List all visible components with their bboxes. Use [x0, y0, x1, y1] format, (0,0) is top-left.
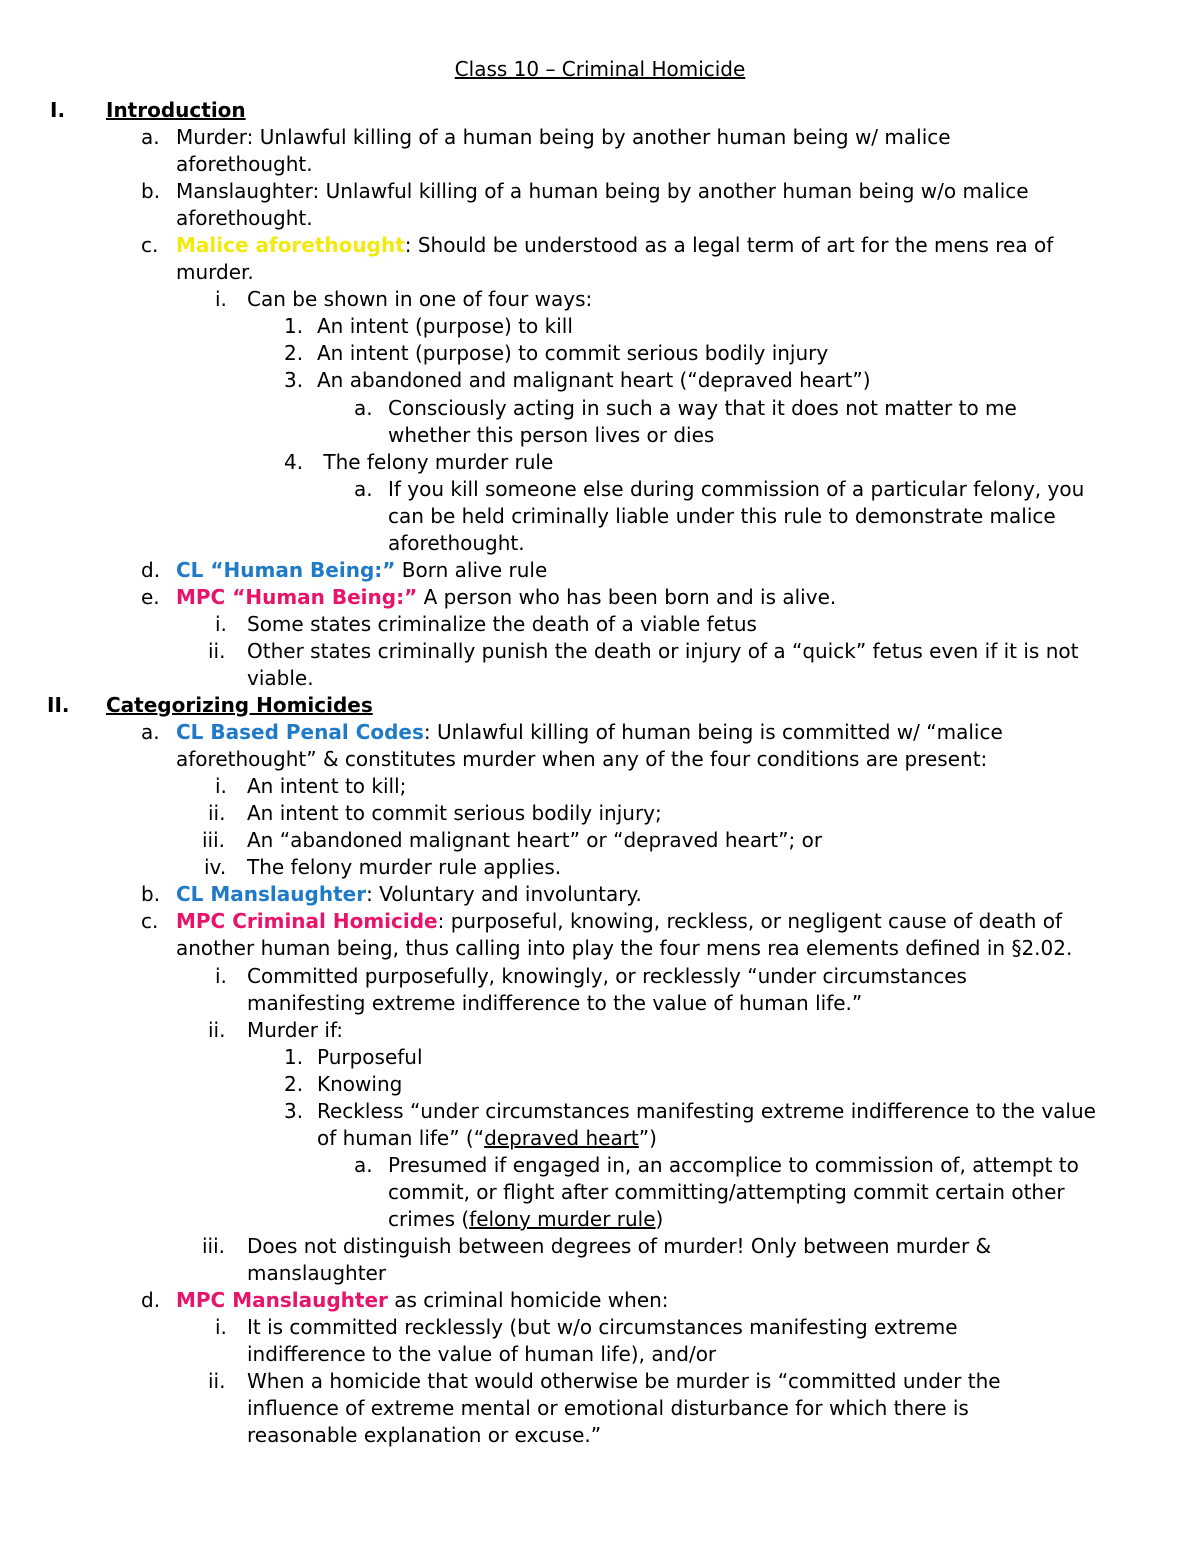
- underlined-phrase: felony murder rule: [469, 1206, 656, 1231]
- list-item: [0, 1098, 1200, 1152]
- item-text: An intent to commit serious bodily injury;: [247, 801, 662, 826]
- item-marker: d.: [141, 1288, 161, 1313]
- underlined-phrase: depraved heart: [484, 1125, 639, 1150]
- item-text: Knowing: [317, 1071, 403, 1096]
- list-item: [0, 367, 1200, 394]
- list-item: [0, 1071, 1200, 1098]
- list-item: [0, 1152, 1200, 1233]
- list-item: [0, 449, 1200, 476]
- section-marker: II.: [47, 693, 70, 718]
- item-text: Presumed if engaged in, an accomplice to commission of, attempt to commit, or flight after committing/attempting commit certain other crimes (: [388, 1152, 1079, 1231]
- list-item: [0, 638, 1200, 692]
- list-item: [0, 854, 1200, 881]
- section-marker: I.: [50, 98, 66, 122]
- item-text: : Should be understood as a legal term of art for the mens rea of murder.: [176, 233, 1054, 285]
- item-marker: i.: [215, 963, 227, 988]
- item-marker: iii.: [202, 1233, 226, 1258]
- item-text: Murder if:: [247, 1017, 344, 1042]
- item-marker: iii.: [202, 828, 226, 853]
- term-mpc-human-being: MPC “Human Being:”: [176, 584, 418, 609]
- item-text: Reckless “under circumstances manifesting extreme indifference to the value of human life” (“: [317, 1098, 1096, 1150]
- list-item: [0, 1044, 1200, 1071]
- list-item: [0, 557, 1200, 584]
- item-text: The felony murder rule applies.: [247, 855, 562, 880]
- list-item: [0, 1017, 1200, 1044]
- item-text: Other states criminally punish the death or injury of a “quick” fetus even if it is not viable.: [247, 638, 1079, 690]
- term-cl-human-being: CL “Human Being:”: [176, 557, 396, 582]
- list-item: [0, 963, 1200, 1017]
- item-text: Purposeful: [317, 1044, 423, 1069]
- list-item: [0, 1233, 1200, 1287]
- list-item: [0, 178, 1200, 232]
- document-body: [0, 97, 1200, 1449]
- item-text: Can be shown in one of four ways:: [247, 287, 593, 312]
- list-item: [0, 719, 1200, 773]
- item-marker: a.: [141, 720, 160, 745]
- item-text: When a homicide that would otherwise be murder is “committed under the influence of extreme mental or emotional disturbance for which there is reasonable explanation or excuse.”: [247, 1369, 1001, 1448]
- list-item: [0, 881, 1200, 908]
- item-marker: b.: [141, 882, 161, 907]
- item-marker: c.: [141, 909, 159, 934]
- item-text: Does not distinguish between degrees of murder! Only between murder & manslaughter: [247, 1233, 992, 1286]
- item-text: An abandoned and malignant heart (“depraved heart”): [317, 368, 871, 393]
- list-item: [0, 800, 1200, 827]
- item-text: An intent (purpose) to commit serious bodily injury: [317, 341, 829, 366]
- item-marker: d.: [141, 557, 161, 582]
- section-heading: [0, 97, 1200, 124]
- item-marker: ii.: [208, 638, 226, 663]
- item-marker: i.: [215, 774, 227, 799]
- item-marker: a.: [354, 395, 373, 420]
- item-text-tail: ”): [638, 1125, 657, 1150]
- list-item: [0, 611, 1200, 638]
- item-marker: e.: [141, 584, 160, 609]
- item-text: If you kill someone else during commission of a particular felony, you can be held criminally liable under this rule to demonstrate malice aforethought.: [388, 476, 1085, 555]
- item-text: : Unlawful killing of human being is committed w/ “malice aforethought” & constitutes murder when any of the four conditions are present:: [176, 720, 1003, 772]
- section-title: Introduction: [106, 98, 246, 122]
- term-malice-aforethought: Malice aforethought: [176, 233, 405, 258]
- list-item: [0, 1287, 1200, 1314]
- item-text-tail: ): [655, 1206, 664, 1231]
- list-item: [0, 313, 1200, 340]
- item-marker: iv.: [204, 855, 227, 880]
- item-text: The felony murder rule: [317, 449, 554, 474]
- item-marker: 4.: [284, 449, 304, 474]
- item-text: Murder: Unlawful killing of a human being by another human being w/ malice aforethought.: [176, 125, 951, 177]
- item-marker: b.: [141, 179, 161, 204]
- item-marker: a.: [141, 125, 160, 150]
- item-text: Some states criminalize the death of a viable fetus: [247, 611, 757, 636]
- list-item: [0, 827, 1200, 854]
- item-marker: 2.: [284, 1071, 304, 1096]
- list-item: [0, 395, 1200, 449]
- item-text: Born alive rule: [395, 557, 548, 582]
- list-item: [0, 1368, 1200, 1449]
- list-item: [0, 908, 1200, 962]
- item-marker: 3.: [284, 368, 304, 393]
- list-item: [0, 340, 1200, 367]
- item-marker: 1.: [284, 1044, 304, 1069]
- item-text: Manslaughter: Unlawful killing of a human being by another human being w/o malice aforethought.: [176, 179, 1029, 231]
- item-marker: a.: [354, 1152, 373, 1177]
- term-mpc-criminal-homicide: MPC Criminal Homicide: [176, 909, 438, 934]
- item-marker: ii.: [208, 1017, 226, 1042]
- item-marker: i.: [215, 611, 227, 636]
- item-text: An intent to kill;: [247, 774, 407, 799]
- list-item: [0, 124, 1200, 178]
- item-text: An intent (purpose) to kill: [317, 314, 573, 339]
- document-title: Class 10 – Criminal Homicide: [454, 57, 746, 81]
- item-text: A person who has been born and is alive.: [417, 584, 837, 609]
- term-mpc-manslaughter: MPC Manslaughter: [176, 1288, 388, 1313]
- item-text: as criminal homicide when:: [387, 1288, 669, 1313]
- item-text: It is committed recklessly (but w/o circumstances manifesting extreme indifference to the value of human life), and/or: [247, 1315, 958, 1367]
- section-heading: [0, 692, 1200, 719]
- section-title: Categorizing Homicides: [106, 693, 373, 718]
- item-marker: c.: [141, 233, 159, 258]
- item-text: An “abandoned malignant heart” or “depraved heart”; or: [247, 828, 823, 853]
- list-item: [0, 1314, 1200, 1368]
- list-item: [0, 773, 1200, 800]
- term-cl-manslaughter: CL Manslaughter: [176, 882, 367, 907]
- item-text: : Voluntary and involuntary.: [366, 882, 642, 907]
- list-item: [0, 286, 1200, 313]
- list-item: [0, 476, 1200, 557]
- item-text: Consciously acting in such a way that it does not matter to me whether this person lives or dies: [388, 395, 1017, 447]
- item-text: : purposeful, knowing, reckless, or negligent cause of death of another human being, thus calling into play the four mens rea elements defined in §2.02.: [176, 909, 1073, 961]
- item-marker: 3.: [284, 1098, 304, 1123]
- item-marker: ii.: [208, 1369, 226, 1394]
- item-marker: 2.: [284, 341, 304, 366]
- list-item: [0, 232, 1200, 286]
- term-cl-based-penal-codes: CL Based Penal Codes: [176, 720, 424, 745]
- item-marker: 1.: [284, 314, 304, 339]
- item-marker: ii.: [208, 801, 226, 826]
- item-marker: a.: [354, 476, 373, 501]
- item-marker: i.: [215, 287, 227, 312]
- item-marker: i.: [215, 1315, 227, 1340]
- item-text: Committed purposefully, knowingly, or recklessly “under circumstances manifesting extreme indifference to the value of human life.”: [247, 963, 967, 1015]
- list-item: [0, 584, 1200, 611]
